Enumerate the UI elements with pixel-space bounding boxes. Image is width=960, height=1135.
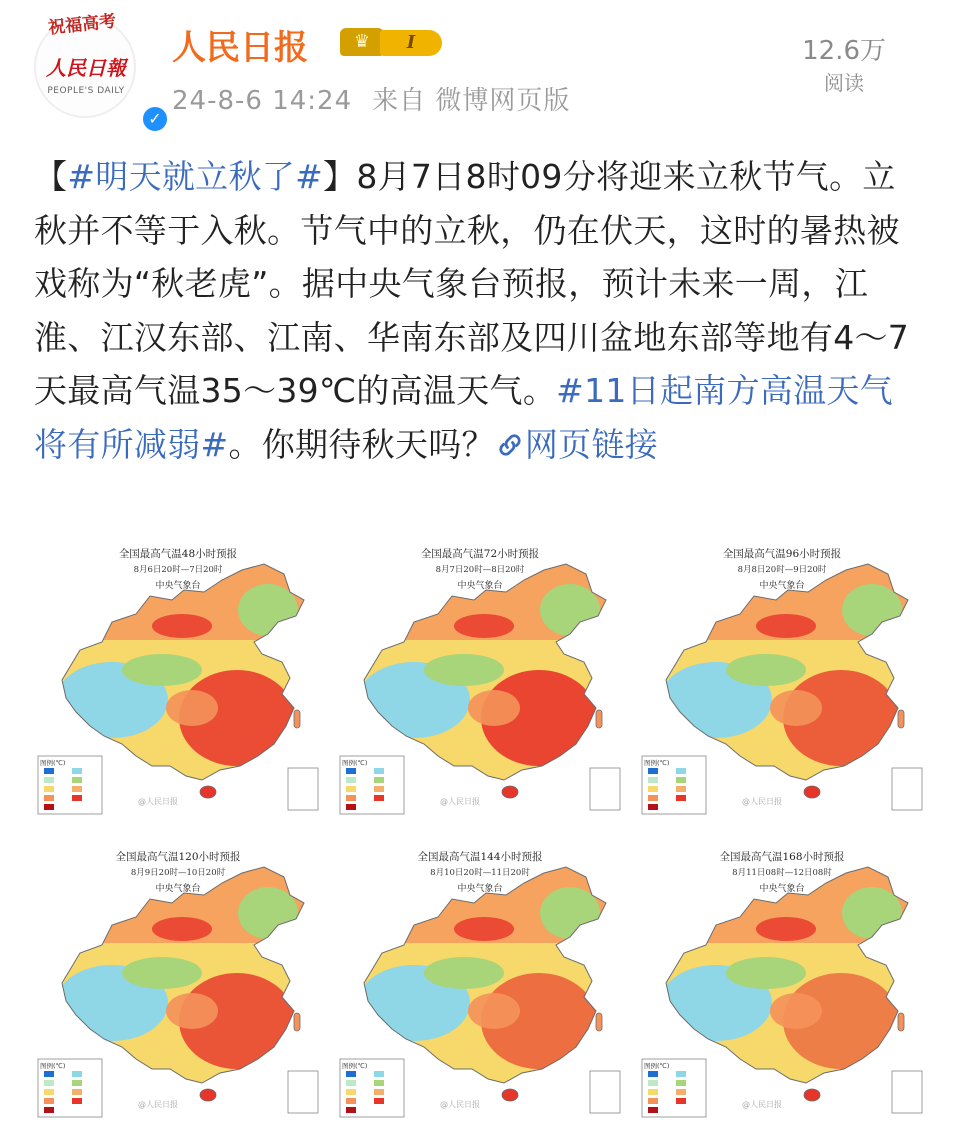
forecast-map-image[interactable] — [636, 833, 928, 1125]
xinjiang-hot-zone — [370, 598, 418, 626]
taiwan-island — [898, 1013, 904, 1031]
legend-swatch — [676, 795, 686, 801]
taiwan-island — [596, 710, 602, 728]
legend-swatch — [346, 1080, 356, 1086]
plateau-mild-zone — [424, 957, 504, 989]
legend-swatch — [346, 1071, 356, 1077]
web-link-text: 网页链接 — [524, 424, 659, 464]
northeast-mild-zone — [238, 584, 298, 636]
legend-swatch — [374, 1098, 384, 1104]
avatar-logo-subtitle: PEOPLE'S DAILY — [47, 86, 125, 96]
member-badge[interactable] — [340, 22, 444, 60]
legend-swatch — [648, 804, 658, 810]
south-sea-inset — [892, 768, 922, 810]
legend-swatch — [72, 1071, 82, 1077]
map-title: 全国最高气温72小时预报 — [420, 548, 540, 560]
map-organization: 中央气象台 — [155, 884, 201, 894]
legend-swatch — [676, 1071, 686, 1077]
watermark: @人民日报 — [138, 797, 178, 806]
xinjiang-hot-zone — [672, 598, 720, 626]
watermark: @人民日报 — [138, 1100, 178, 1109]
map-time-range: 8月8日20时—9日20时 — [737, 565, 827, 575]
map-organization: 中央气象台 — [759, 581, 805, 591]
legend-swatch — [44, 804, 54, 810]
read-count-label: 阅读 — [824, 71, 865, 95]
legend-swatch — [44, 1089, 54, 1095]
taiwan-island — [596, 1013, 602, 1031]
map-time-range: 8月6日20时—7日20时 — [133, 565, 223, 575]
link-icon — [495, 430, 525, 460]
plateau-mild-zone — [424, 654, 504, 686]
legend-swatch — [72, 1089, 82, 1095]
username[interactable]: 人民日报 — [172, 28, 308, 68]
map-time-range: 8月7日20时—8日20时 — [435, 565, 525, 575]
legend-swatch — [374, 777, 384, 783]
forecast-map-image[interactable] — [32, 833, 324, 1125]
watermark: @人民日报 — [742, 797, 782, 806]
legend-swatch — [374, 768, 384, 774]
forecast-map-image[interactable] — [334, 530, 626, 822]
crown-icon: ♛ — [340, 28, 384, 56]
read-count — [802, 30, 886, 96]
image-grid — [32, 530, 928, 1125]
map-time-range: 8月10日20时—11日20时 — [430, 868, 530, 878]
hainan-island — [200, 786, 216, 798]
watermark: @人民日报 — [440, 797, 480, 806]
legend-title: 图例(℃) — [644, 759, 670, 767]
desert-hot-zone — [152, 614, 212, 638]
desert-hot-zone — [454, 614, 514, 638]
legend-swatch — [346, 1089, 356, 1095]
legend-swatch — [72, 768, 82, 774]
post-meta — [172, 80, 570, 117]
post-text — [34, 150, 924, 471]
legend-swatch — [346, 1098, 356, 1104]
legend-swatch — [648, 1080, 658, 1086]
forecast-map-image[interactable] — [32, 530, 324, 822]
avatar-logo: 人民日報 — [46, 56, 126, 80]
legend-swatch — [676, 1080, 686, 1086]
web-link[interactable] — [495, 425, 658, 464]
verified-icon: ✓ — [140, 104, 170, 134]
plateau-mild-zone — [122, 654, 202, 686]
legend-swatch — [346, 1107, 356, 1113]
sichuan-warm-zone — [770, 993, 822, 1029]
sichuan-warm-zone — [166, 690, 218, 726]
map-title: 全国最高气温120小时预报 — [115, 851, 241, 863]
map-organization: 中央气象台 — [759, 884, 805, 894]
legend-swatch — [44, 1071, 54, 1077]
legend-title: 图例(℃) — [342, 1062, 368, 1070]
south-sea-inset — [892, 1071, 922, 1113]
legend-swatch — [44, 795, 54, 801]
forecast-map-image[interactable] — [636, 530, 928, 822]
taiwan-island — [294, 1013, 300, 1031]
legend-swatch — [676, 1098, 686, 1104]
sichuan-warm-zone — [468, 993, 520, 1029]
northeast-mild-zone — [842, 584, 902, 636]
legend-swatch — [346, 786, 356, 792]
legend-title: 图例(℃) — [342, 759, 368, 767]
legend-swatch — [44, 786, 54, 792]
map-organization: 中央气象台 — [457, 884, 503, 894]
legend-swatch — [72, 795, 82, 801]
map-organization: 中央气象台 — [155, 581, 201, 591]
plateau-mild-zone — [726, 957, 806, 989]
legend-swatch — [44, 1080, 54, 1086]
plateau-mild-zone — [122, 957, 202, 989]
hainan-island — [502, 1089, 518, 1101]
avatar-banner: 祝福高考 — [47, 11, 118, 39]
northeast-mild-zone — [540, 887, 600, 939]
watermark: @人民日报 — [742, 1100, 782, 1109]
legend-swatch — [374, 786, 384, 792]
legend-swatch — [648, 777, 658, 783]
hainan-island — [502, 786, 518, 798]
taiwan-island — [294, 710, 300, 728]
legend-swatch — [72, 1080, 82, 1086]
legend-swatch — [648, 1107, 658, 1113]
post-tail: 。你期待秋天吗？ — [228, 424, 495, 464]
legend-swatch — [648, 1071, 658, 1077]
desert-hot-zone — [756, 614, 816, 638]
forecast-map-image[interactable] — [334, 833, 626, 1125]
legend-swatch — [72, 777, 82, 783]
desert-hot-zone — [152, 917, 212, 941]
plateau-mild-zone — [726, 654, 806, 686]
legend-title: 图例(℃) — [644, 1062, 670, 1070]
desert-hot-zone — [454, 917, 514, 941]
post-body: 8月7日8时09分将迎来立秋节气。立秋并不等于入秋。节气中的立秋，仍在伏天，这时的暑热被戏称为“秋老虎”。据中央气象台预报，预计未来一周，江淮、江汉东部、江南、华南东部及四川盆地东部等地有4～7天最高气温35～39℃的高温天气。 — [34, 157, 910, 410]
hashtag-link[interactable]: #明天就立秋了# — [67, 157, 324, 196]
south-sea-inset — [288, 1071, 318, 1113]
legend-swatch — [374, 1071, 384, 1077]
legend-swatch — [676, 1089, 686, 1095]
northeast-mild-zone — [540, 584, 600, 636]
legend-swatch — [346, 795, 356, 801]
legend-swatch — [346, 777, 356, 783]
hainan-island — [804, 1089, 820, 1101]
desert-hot-zone — [756, 917, 816, 941]
legend-swatch — [648, 1098, 658, 1104]
bracket-close: 】 — [323, 157, 357, 196]
sichuan-warm-zone — [468, 690, 520, 726]
legend-swatch — [648, 795, 658, 801]
hainan-island — [200, 1089, 216, 1101]
map-title: 全国最高气温168小时预报 — [719, 851, 845, 863]
legend-swatch — [44, 768, 54, 774]
watermark: @人民日报 — [440, 1100, 480, 1109]
legend-swatch — [346, 768, 356, 774]
south-sea-inset — [590, 768, 620, 810]
legend-swatch — [44, 777, 54, 783]
legend-swatch — [374, 1080, 384, 1086]
legend-swatch — [374, 795, 384, 801]
xinjiang-hot-zone — [370, 901, 418, 929]
read-count-value: 12.6万 — [802, 36, 886, 66]
south-sea-inset — [288, 768, 318, 810]
sichuan-warm-zone — [166, 993, 218, 1029]
taiwan-island — [898, 710, 904, 728]
legend-swatch — [648, 786, 658, 792]
map-title: 全国最高气温144小时预报 — [417, 851, 543, 863]
legend-swatch — [648, 768, 658, 774]
timestamp: 24-8-6 14:24 — [172, 86, 353, 116]
xinjiang-hot-zone — [68, 901, 116, 929]
hashtag-link[interactable]: #11日起南方高温天气将有所减弱# — [34, 371, 894, 464]
legend-swatch — [676, 777, 686, 783]
legend-swatch — [44, 1098, 54, 1104]
legend-swatch — [346, 804, 356, 810]
legend-title: 图例(℃) — [40, 1062, 66, 1070]
bracket-open: 【 — [34, 157, 68, 196]
northeast-mild-zone — [238, 887, 298, 939]
map-time-range: 8月11日08时—12日08时 — [732, 868, 832, 878]
post-source: 来自 微博网页版 — [372, 86, 571, 116]
legend-title: 图例(℃) — [40, 759, 66, 767]
south-sea-inset — [590, 1071, 620, 1113]
legend-swatch — [676, 768, 686, 774]
legend-swatch — [648, 1089, 658, 1095]
map-organization: 中央气象台 — [457, 581, 503, 591]
xinjiang-hot-zone — [68, 598, 116, 626]
legend-swatch — [374, 1089, 384, 1095]
map-title: 全国最高气温48小时预报 — [118, 548, 238, 560]
avatar[interactable] — [34, 11, 162, 128]
sichuan-warm-zone — [770, 690, 822, 726]
post-header — [0, 0, 960, 140]
legend-swatch — [72, 1098, 82, 1104]
map-time-range: 8月9日20时—10日20时 — [130, 868, 226, 878]
hainan-island — [804, 786, 820, 798]
map-title: 全国最高气温96小时预报 — [722, 548, 842, 560]
legend-swatch — [676, 786, 686, 792]
legend-swatch — [72, 786, 82, 792]
legend-swatch — [44, 1107, 54, 1113]
xinjiang-hot-zone — [672, 901, 720, 929]
northeast-mild-zone — [842, 887, 902, 939]
badge-level: I — [380, 30, 442, 56]
